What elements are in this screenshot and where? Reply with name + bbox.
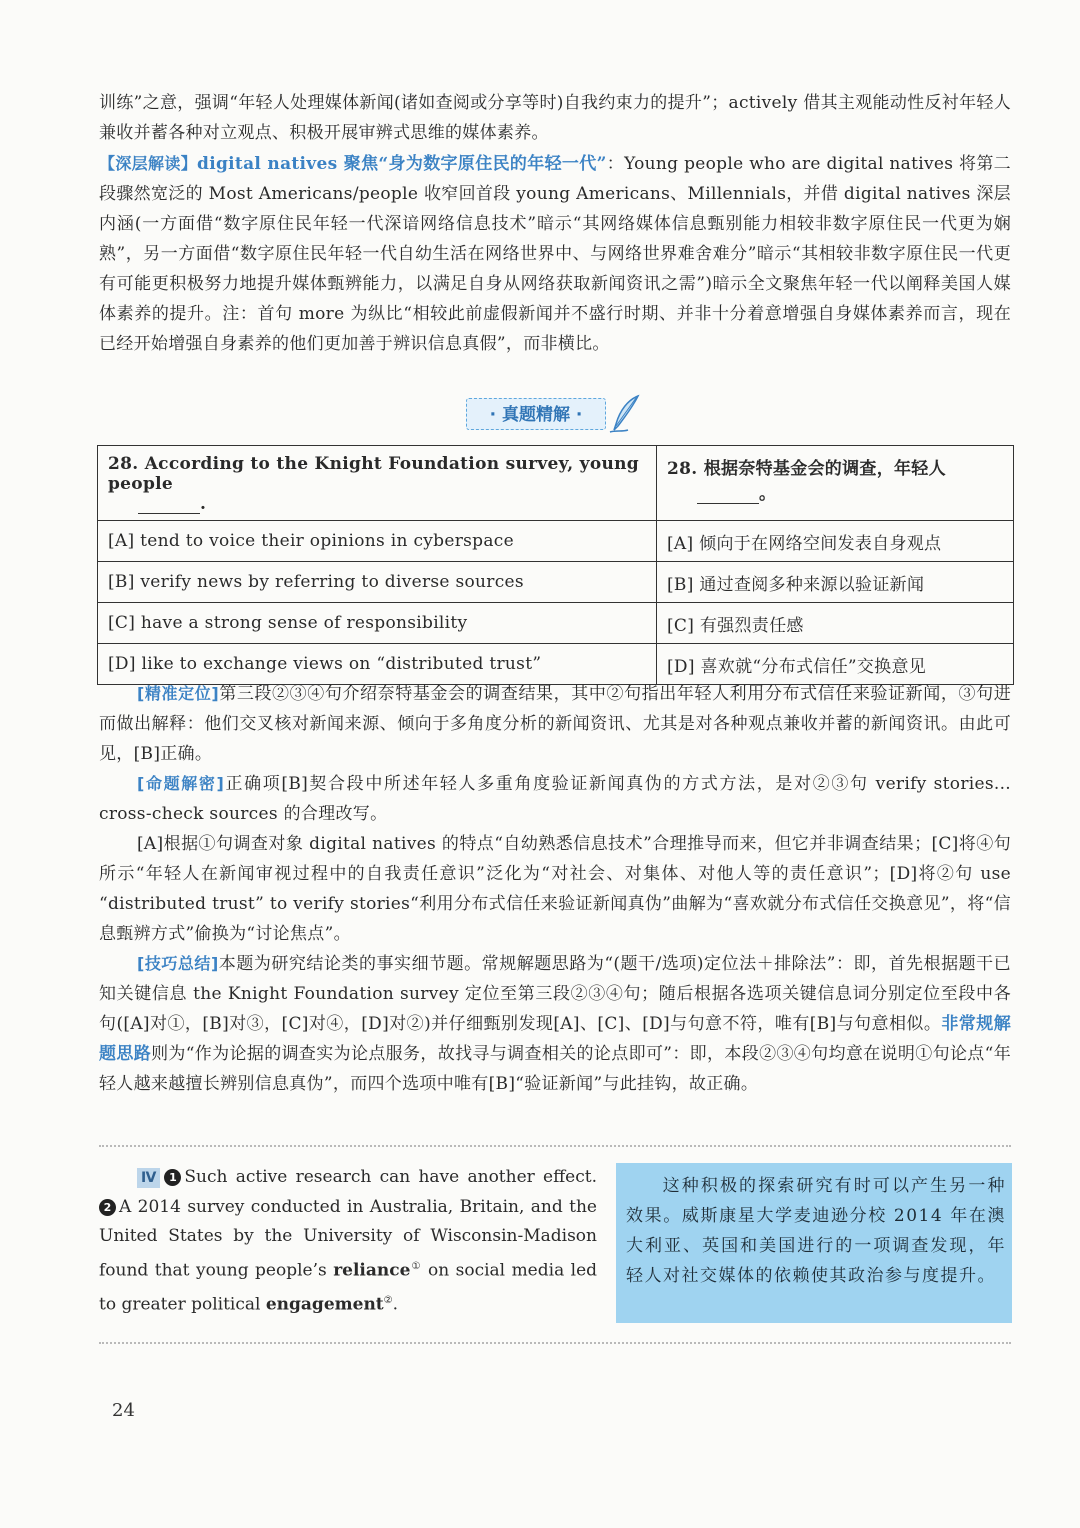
vocab-mark-2: ② xyxy=(383,1294,393,1306)
question-table xyxy=(97,445,1014,685)
option-row-c xyxy=(98,603,1014,644)
skill-text-1: 本题为研究结论类的事实细节题。常规解题思路为“(题干/选项)定位法＋排除法”：即，首先根据题干已知关键信息 the Knight Foundation survey 定位至第三段②③④句；随后根据各选项关键信息词分别定位至段中各句([A]对①，[B]对③，[C]对④，[D]对②)并仔细甄别发现[A]、[C]、[D]与句意不符，唯有[B]与句意相似。 xyxy=(99,954,1011,1034)
locate-tag: [精准定位] xyxy=(137,684,219,703)
deep-reading-tag: 【深层解读】 xyxy=(99,154,198,173)
section-badge: · 真题精解 · xyxy=(466,398,606,430)
option-en: [B] verify news by referring to diverse sources xyxy=(98,562,657,603)
quill-pen-icon xyxy=(608,394,642,434)
option-en: [A] tend to voice their opinions in cyberspace xyxy=(98,521,657,562)
sentence-2b: on social media led to greater political xyxy=(99,1260,598,1315)
option-zh: [C] 有强烈责任感 xyxy=(657,603,1014,644)
translation-text: 这种积极的探索研究有时可以产生另一种效果。威斯康星大学麦迪逊分校 2014 年在澳大利亚、英国和美国进行的一项调查发现，年轻人对社交媒体的依赖使其政治参与度提升。 xyxy=(626,1176,1006,1286)
vocab-mark-1: ① xyxy=(410,1260,422,1272)
option-en: [C] have a strong sense of responsibility xyxy=(98,603,657,644)
paragraph-other-options: [A]根据①句调查对象 digital natives 的特点“自幼熟悉信息技术”合理推导而来，但它并非调查结果；[C]将④句所示“年轻人在新闻审视过程中的自我责任意识”泛化为“对社会、对集体、对他人等的责任意识”；[D]将②句 use “distributed trust” to verify stories“利用分布式信任来验证新闻真伪”曲解为“喜欢就分布式信任交换意见”，将“信息甄辨方式”偷换为“讨论焦点”。 xyxy=(99,834,1011,944)
vocab-engagement: engagement xyxy=(265,1294,384,1315)
skill-highlight: 非常规解题思路 xyxy=(99,1014,1011,1064)
deep-reading-text: ：Young people who are digital natives 将第二段骤然宽泛的 Most Americans/people 收窄回首段 young Americans、Millennials，并借 digital natives 深层内涵(一方面借“数字原住民年轻一代深谙网络信息技术”暗示“其网络媒体信息甄别能力相较非数字原住民一代更为娴熟”，另一方面借“数字原住民年轻一代自幼生活在网络世界中、与网络世界难舍难分”暗示“其相较非数字原住民一代更有可能更积极努力地提升媒体甄辨能力，以满足自身从网络获取新闻资讯之需”)暗示全文聚焦年轻一代以阐释美国人媒体素养的提升。注：首句 more 为纵比“相较此前虚假新闻并不盛行时期、并非十分着意增强自身媒体素养而言，现在已经开始增强自身素养的他们更加善于辨识信息真假”，而非横比。 xyxy=(99,154,1011,354)
option-zh: [D] 喜欢就“分布式信任”交换意见 xyxy=(657,644,1014,685)
paragraph-deep-reading xyxy=(99,149,1011,359)
question-stem-en: 28. According to the Knight Foundation survey, young people . xyxy=(98,446,657,521)
divider-top xyxy=(99,1145,1011,1147)
sentence-number-2: 2 xyxy=(99,1199,116,1216)
option-row-b xyxy=(98,562,1014,603)
sentence-2a: A 2014 survey conducted in Australia, Britain, and the United States by the University of Wisconsin-Madison found that young people’s xyxy=(99,1196,597,1281)
skill-text-2: 则为“作为论据的调查实为论点服务，故找寻与调查相关的论点即可”：即，本段②③④句均意在说明①句论点“年轻人越来越擅长辨别信息真伪”，而四个选项中唯有[B]“验证新闻”与此挂钩，故正确。 xyxy=(99,1044,1011,1094)
option-row-a xyxy=(98,521,1014,562)
divider-bottom xyxy=(99,1342,1011,1344)
paragraph-decode xyxy=(99,769,1011,829)
passage-paragraph-4: Ⅳ 1 Such active research can have another effect. 2 A 2014 survey conducted in Australia, Britain, and the United States by the University of Wisconsin-Madison found that young people’s reliance① on social media led to greater political engagement②. xyxy=(99,1167,598,1315)
decode-text: 正确项[B]契合段中所述年轻人多重角度验证新闻真伪的方式方法，是对②③句 verify stories... cross-check sources 的合理改写。 xyxy=(99,774,1011,824)
vocab-reliance: reliance xyxy=(333,1260,411,1281)
translation-box xyxy=(616,1163,1012,1323)
paragraph-locate xyxy=(99,679,1011,769)
question-stem-zh: 28. 根据奈特基金会的调查，年轻人 。 xyxy=(657,446,1014,521)
page-number: 24 xyxy=(112,1400,135,1421)
paragraph-skill xyxy=(99,949,1011,1099)
decode-tag: [命题解密] xyxy=(137,774,225,793)
deep-reading-highlight: digital natives 聚焦“身为数字原住民的年轻一代” xyxy=(197,154,607,174)
paragraph-number-badge: Ⅳ xyxy=(137,1168,160,1188)
sentence-number-1: 1 xyxy=(164,1169,181,1186)
option-zh: [B] 通过查阅多种来源以验证新闻 xyxy=(657,562,1014,603)
option-zh: [A] 倾向于在网络空间发表自身观点 xyxy=(657,521,1014,562)
sentence-1: Such active research can have another effect. xyxy=(184,1167,597,1187)
skill-tag: [技巧总结] xyxy=(137,954,219,973)
locate-text: 第三段②③④句介绍奈特基金会的调查结果，其中②句指出年轻人利用分布式信任来验证新闻，③句进而做出解释：他们交叉核对新闻来源、倾向于多角度分析的新闻资讯、尤其是对各种观点兼收并蓄的新闻资讯。由此可见，[B]正确。 xyxy=(99,684,1011,764)
option-en: [D] like to exchange views on “distributed trust” xyxy=(98,644,657,685)
paragraph-intro: 训练”之意，强调“年轻人处理媒体新闻(诸如查阅或分享等时)自我约束力的提升”；actively 借其主观能动性反衬年轻人兼收并蓄各种对立观点、积极开展审辨式思维的媒体素养。 xyxy=(99,93,1011,143)
question-stem-row xyxy=(98,446,1014,521)
